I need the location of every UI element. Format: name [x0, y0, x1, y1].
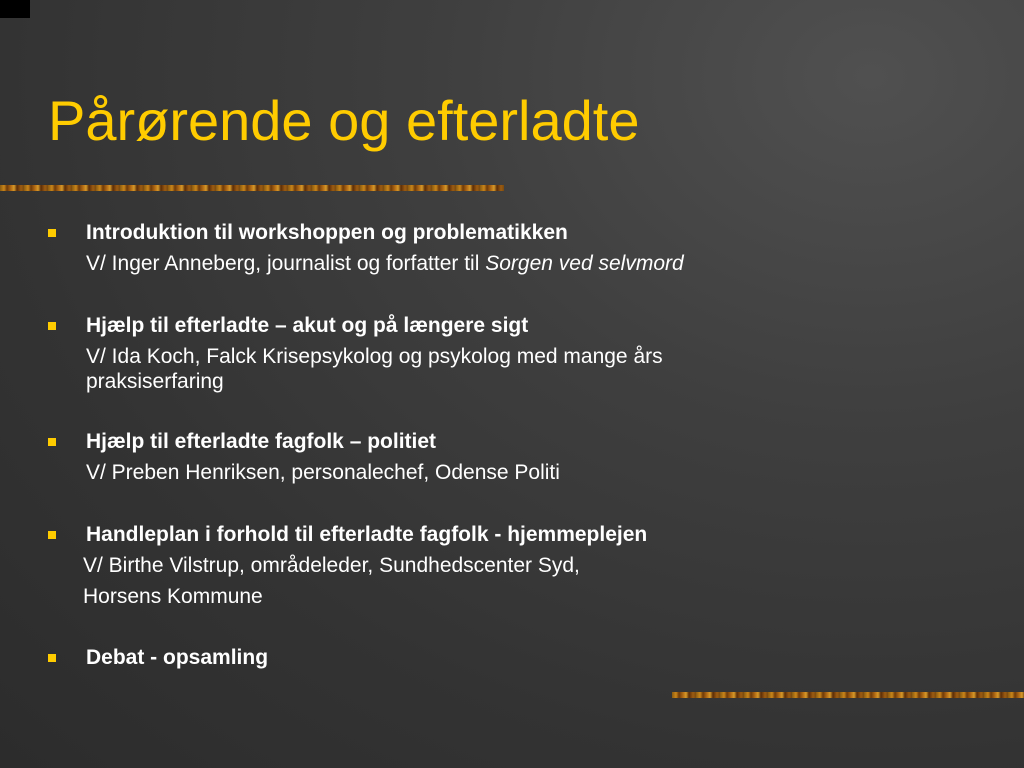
- decorative-rule-bottom: [672, 692, 1024, 698]
- bullet-subtext: V/ Preben Henriksen, personalechef, Odense Politi: [86, 461, 560, 484]
- bullet-subtext-plain: V/ Inger Anneberg, journalist og forfatter til: [86, 252, 486, 275]
- bullet-square-icon: [48, 654, 56, 662]
- book-title: Sorgen ved selvmord: [485, 252, 684, 275]
- bullet-heading: Hjælp til efterladte – akut og på længere sigt: [86, 314, 529, 337]
- bullet-heading: Introduktion til workshoppen og problematikken: [86, 221, 568, 244]
- bullet-heading: Debat - opsamling: [86, 646, 269, 669]
- bullet-subtext: praksiserfaring: [86, 370, 224, 393]
- bullet-subtext: V/ Birthe Vilstrup, områdeleder, Sundhedscenter Syd,: [83, 554, 580, 577]
- bullet-subtext: V/ Ida Koch, Falck Krisepsykolog og psykolog med mange års: [86, 345, 663, 368]
- bullet-square-icon: [48, 531, 56, 539]
- bullet-square-icon: [48, 322, 56, 330]
- bullet-heading: Handleplan i forhold til efterladte fagfolk - hjemmeplejen: [86, 523, 648, 546]
- bullet-subtext: [86, 252, 684, 276]
- slide-title: Pårørende og efterladte: [48, 89, 640, 152]
- bullet-square-icon: [48, 229, 56, 237]
- bullet-subtext: Horsens Kommune: [83, 585, 263, 608]
- bullet-square-icon: [48, 438, 56, 446]
- bullet-heading: Hjælp til efterladte fagfolk – politiet: [86, 430, 437, 453]
